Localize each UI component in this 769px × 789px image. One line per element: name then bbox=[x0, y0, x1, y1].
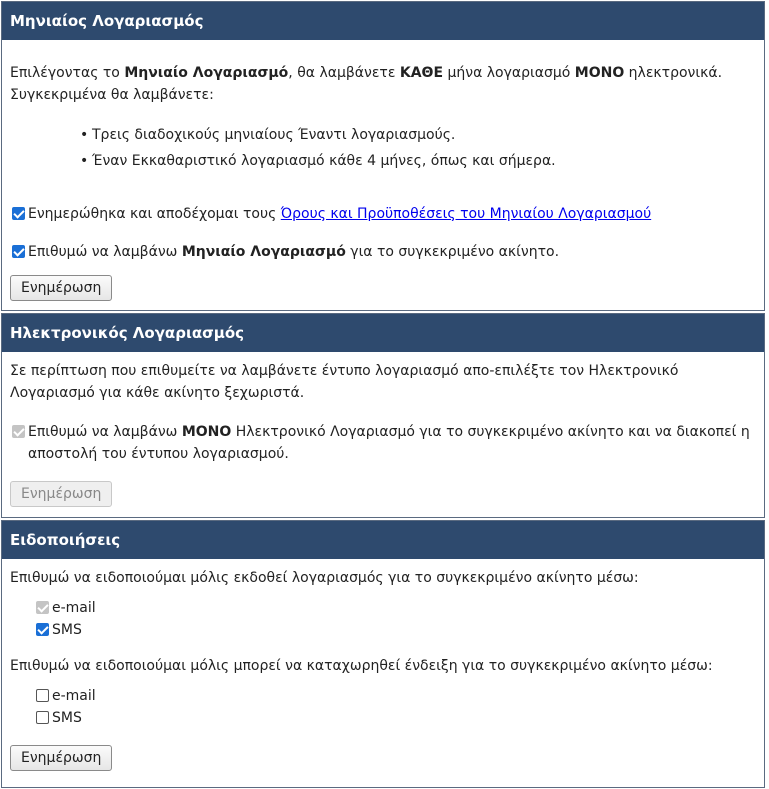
issue-sms-row bbox=[34, 619, 756, 641]
intro-text-2: , θα λαμβάνετε bbox=[288, 65, 400, 81]
issue-email-checkbox[interactable] bbox=[36, 601, 49, 614]
want-bold: Μηνιαίο Λογαριασμό bbox=[181, 244, 346, 260]
reading-sms-row bbox=[34, 707, 756, 729]
electronic-bill-panel bbox=[1, 313, 765, 518]
terms-text: Ενημερώθηκα και αποδέχομαι τους bbox=[28, 206, 281, 222]
intro-text-1: Επιλέγοντας το bbox=[10, 65, 125, 81]
monthly-want-label bbox=[28, 241, 559, 263]
notifications-header: Ειδοποιήσεις bbox=[2, 521, 764, 559]
monthly-intro bbox=[10, 62, 756, 84]
e-want-bold: ΜΟΝΟ bbox=[181, 424, 232, 440]
reading-email-label: e-mail bbox=[52, 688, 96, 704]
intro-text-3: μήνα λογαριασμό bbox=[443, 65, 575, 81]
electronic-want-label bbox=[28, 421, 756, 465]
e-want-text-1: Επιθυμώ να λαμβάνω bbox=[28, 424, 182, 440]
issue-email-row bbox=[34, 597, 756, 619]
electronic-bill-header: Ηλεκτρονικός Λογαριασμός bbox=[2, 314, 764, 352]
e-want-text-2: Ηλεκτρονικό Λογαριασμό για το συγκεκριμένο ακίνητο και να διακοπεί η αποστολή του έντυπου λογαριασμού. bbox=[28, 424, 750, 462]
intro-text-4: ηλεκτρονικά. bbox=[624, 65, 723, 81]
reading-sms-checkbox[interactable] bbox=[36, 711, 49, 724]
want-text-2: για το συγκεκριμένο ακίνητο. bbox=[345, 244, 560, 260]
reading-options bbox=[10, 685, 756, 729]
issue-notify-text: Επιθυμώ να ειδοποιούμαι μόλις εκδοθεί λογαριασμός για το συγκεκριμένο ακίνητο μέσω: bbox=[10, 570, 639, 586]
reading-email-row bbox=[34, 685, 756, 707]
terms-row bbox=[10, 203, 756, 225]
monthly-bill-panel bbox=[1, 1, 765, 311]
terms-checkbox[interactable] bbox=[12, 207, 25, 220]
intro-bold-1: Μηνιαίο Λογαριασμό bbox=[124, 65, 289, 81]
electronic-update-button[interactable]: Ενημέρωση bbox=[10, 481, 112, 507]
list-item: • Τρεις διαδοχικούς μηνιαίους Έναντι λογαριασμούς. bbox=[92, 122, 756, 148]
issue-sms-label: SMS bbox=[52, 622, 82, 638]
monthly-bill-header: Μηνιαίος Λογαριασμός bbox=[2, 2, 764, 40]
issue-sms-checkbox[interactable] bbox=[36, 623, 49, 636]
electronic-bill-checkbox[interactable] bbox=[12, 425, 25, 438]
intro-bold-2: ΚΑΘΕ bbox=[399, 65, 444, 81]
electronic-bill-body bbox=[2, 360, 764, 507]
terms-link[interactable]: Όρους και Προϋποθέσεις του Μηνιαίου Λογαριασμού bbox=[280, 206, 652, 222]
electronic-info: Σε περίπτωση που επιθυμείτε να λαμβάνετε έντυπο λογαριασμό απο-επιλέξτε τον Ηλεκτρονικό Λογαριασμό για κάθε ακίνητο ξεχωριστά. bbox=[10, 363, 679, 401]
monthly-update-button[interactable]: Ενημέρωση bbox=[10, 275, 112, 301]
monthly-intro-line2: Συγκεκριμένα θα λαμβάνετε: bbox=[10, 87, 214, 103]
electronic-want-row bbox=[10, 421, 756, 465]
issue-options bbox=[10, 597, 756, 641]
intro-bold-3: ΜΟΝΟ bbox=[574, 65, 625, 81]
want-text-1: Επιθυμώ να λαμβάνω bbox=[28, 244, 182, 260]
monthly-want-row bbox=[10, 241, 756, 263]
issue-email-label: e-mail bbox=[52, 600, 96, 616]
reading-email-checkbox[interactable] bbox=[36, 689, 49, 702]
reading-notify-text: Επιθυμώ να ειδοποιούμαι μόλις μπορεί να καταχωρηθεί ένδειξη για το συγκεκριμένο ακίνητο μέσω: bbox=[10, 658, 713, 674]
list-item: • Έναν Εκκαθαριστικό λογαριασμό κάθε 4 μήνες, όπως και σήμερα. bbox=[92, 148, 756, 174]
monthly-bullets bbox=[10, 122, 756, 174]
reading-sms-label: SMS bbox=[52, 710, 82, 726]
notifications-update-button[interactable]: Ενημέρωση bbox=[10, 745, 112, 771]
monthly-bill-checkbox[interactable] bbox=[12, 245, 25, 258]
notifications-panel bbox=[1, 520, 765, 788]
notifications-body bbox=[2, 567, 764, 771]
terms-label bbox=[28, 203, 651, 225]
monthly-bill-body bbox=[2, 62, 764, 301]
